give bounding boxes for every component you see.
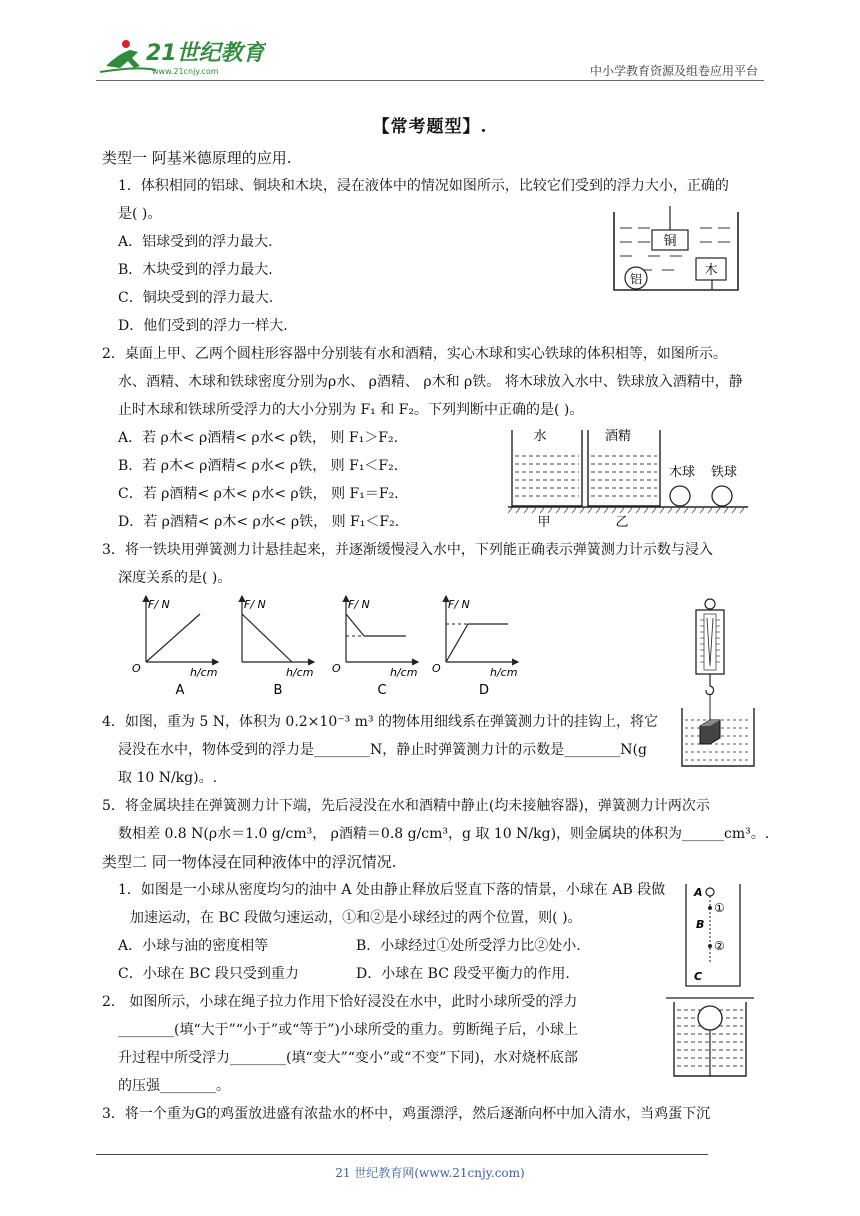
footer-text: 21 世纪教育网(www.21cnjy.com) bbox=[335, 1166, 525, 1180]
position-1-label: ① bbox=[714, 901, 725, 915]
graph-d-origin: O bbox=[432, 662, 441, 675]
iron-ball-label: 铁球 bbox=[710, 465, 738, 480]
wood-ball bbox=[670, 486, 690, 506]
q1-container-figure bbox=[612, 206, 742, 294]
q4-stem-line2: 浸没在水中，物体受到的浮力是________N，静止时弹簧测力计的示数是________N(g bbox=[118, 742, 647, 758]
aluminum-label: 铝 bbox=[629, 272, 643, 286]
floating-ball bbox=[698, 1006, 722, 1030]
section1-heading: 类型一 阿基米德原理的应用. bbox=[102, 149, 292, 167]
graph-d-ylabel: F/ N bbox=[448, 598, 470, 611]
q2-option-c: C．若 ρ酒精< ρ木< ρ水< ρ铁， 则 F₁＝F₂. bbox=[118, 486, 399, 502]
graph-c-origin: O bbox=[332, 662, 341, 675]
graph-d-xlabel: h/cm bbox=[490, 666, 518, 679]
footer-divider bbox=[96, 1154, 708, 1155]
graph-a-label: A bbox=[175, 683, 185, 698]
logo-main-text: 21世纪教育 bbox=[146, 41, 265, 66]
q2-option-a: A．若 ρ木< ρ酒精< ρ水< ρ铁， 则 F₁＞F₂. bbox=[118, 430, 399, 446]
point-b-label: B bbox=[696, 918, 705, 931]
graph-b-xlabel: h/cm bbox=[286, 666, 314, 679]
graph-a-ylabel: F/ N bbox=[148, 598, 170, 611]
container-jia bbox=[512, 430, 582, 506]
water-label: 水 bbox=[533, 429, 547, 444]
platform-name: 中小学教育资源及组卷应用平台 bbox=[589, 64, 758, 78]
s2-q1-option-c: C．小球在 BC 段只受到重力 bbox=[118, 966, 299, 982]
s2-q2-stem-line3: 升过程中所受浮力________(填“变大”“变小”或“不变”下同)，水对烧杯底部 bbox=[118, 1050, 578, 1066]
q4-stem-line3: 取 10 N/kg)。. bbox=[118, 770, 218, 786]
q2-containers-figure bbox=[508, 424, 752, 532]
graph-b-ylabel: F/ N bbox=[244, 598, 266, 611]
graph-a-xlabel: h/cm bbox=[190, 666, 218, 679]
q2-stem-line2: 水、酒精、木球和铁球密度分别为ρ水、 ρ酒精、 ρ木和 ρ铁。 将木球放入水中、铁球放入酒精中，静 bbox=[118, 374, 743, 390]
graph-c-ylabel: F/ N bbox=[348, 598, 370, 611]
copper-label: 铜 bbox=[663, 234, 677, 249]
q2-stem-line1: 2．桌面上甲、乙两个圆柱形容器中分别装有水和酒精，实心木球和实心铁球的体积相等，如图所示。 bbox=[102, 346, 727, 362]
q2-option-b: B．若 ρ木< ρ酒精< ρ水< ρ铁， 则 F₁＜F₂. bbox=[118, 458, 399, 474]
point-a-label: A bbox=[694, 886, 703, 899]
site-logo bbox=[96, 36, 266, 80]
wood-label: 木 bbox=[704, 263, 718, 278]
q2-option-d: D．若 ρ酒精< ρ木< ρ水< ρ铁， 则 F₁＜F₂. bbox=[118, 514, 400, 530]
s2-q2-stem-line2: ________(填“大于”“小于”或“等于”)小球所受的重力。剪断绳子后，小球上 bbox=[118, 1022, 578, 1038]
graph-d bbox=[432, 596, 518, 698]
header-divider bbox=[96, 80, 764, 81]
wood-ball-label: 木球 bbox=[668, 465, 696, 480]
s2-q1-option-a: A．小球与油的密度相等 bbox=[118, 938, 269, 954]
graph-a bbox=[132, 596, 218, 698]
graph-a-origin: O bbox=[132, 662, 141, 675]
logo-sub-text: www.21cnjy.com bbox=[152, 67, 219, 76]
q1-stem-line1: 1．体积相同的铝球、铜块和木块，浸在液体中的情况如图所示，比较它们受到的浮力大小，正确的 bbox=[118, 178, 729, 194]
s2-q1-oil-tube-figure bbox=[684, 882, 744, 988]
alcohol-label: 酒精 bbox=[604, 429, 632, 444]
section2-heading: 类型二 同一物体浸在同种液体中的浮沉情况. bbox=[102, 853, 397, 871]
ball-at-a bbox=[706, 888, 714, 896]
q2-stem-line3: 止时木球和铁球所受浮力的大小分别为 F₁ 和 F₂。下列判断中正确的是( )。 bbox=[118, 402, 584, 418]
point-c-label: C bbox=[694, 970, 703, 983]
s2-q1-stem-line1: 1．如图是一小球从密度均匀的油中 A 处由静止释放后竖直下落的情景，小球在 AB 段做 bbox=[118, 882, 666, 898]
graph-d-label: D bbox=[478, 683, 490, 698]
q4-stem-line1: 4．如图，重为 5 N，体积为 0.2×10⁻³ m³ 的物体用细线系在弹簧测力计的挂钩上，将它 bbox=[102, 714, 659, 730]
q1-stem-line2: 是( )。 bbox=[118, 206, 162, 222]
q5-stem-line1: 5．将金属块挂在弹簧测力计下端，先后浸没在水和酒精中静止(均未接触容器)，弹簧测力计两次示 bbox=[102, 798, 710, 814]
s2-q1-stem-line2: 加速运动，在 BC 段做匀速运动，①和②是小球经过的两个位置，则( )。 bbox=[130, 910, 582, 926]
q1-option-b: B．木块受到的浮力最大. bbox=[118, 262, 273, 278]
graph-c bbox=[332, 596, 418, 698]
q1-option-d: D．他们受到的浮力一样大. bbox=[118, 318, 288, 334]
q1-option-c: C．铜块受到的浮力最大. bbox=[118, 290, 274, 306]
q4-spring-scale-figure bbox=[676, 596, 760, 768]
s2-q2-beaker-figure bbox=[666, 996, 756, 1080]
graph-b bbox=[242, 596, 314, 698]
s2-q2-stem-line4: 的压强________。 bbox=[118, 1078, 230, 1094]
graph-b-label: B bbox=[273, 683, 283, 698]
jia-label: 甲 bbox=[537, 515, 551, 530]
s2-q1-option-d: D．小球在 BC 段受平衡力的作用. bbox=[356, 966, 570, 982]
yi-label: 乙 bbox=[615, 515, 629, 530]
s2-q3-stem-line1: 3．将一个重为G的鸡蛋放进盛有浓盐水的杯中，鸡蛋漂浮，然后逐渐向杯中加入清水，当鸡蛋下沉 bbox=[102, 1106, 711, 1122]
q1-option-a: A．铝球受到的浮力最大. bbox=[118, 234, 273, 250]
q3-stem-line1: 3．将一铁块用弹簧测力计悬挂起来，并逐渐缓慢浸入水中，下列能正确表示弹簧测力计示数与浸入 bbox=[102, 542, 713, 558]
s2-q1-option-b: B．小球经过①处所受浮力比②处小. bbox=[356, 938, 581, 954]
s2-q2-stem-line1: 2． 如图所示，小球在绳子拉力作用下恰好浸没在水中，此时小球所受的浮力 bbox=[102, 994, 578, 1010]
q3-graph-options bbox=[128, 592, 548, 700]
iron-ball bbox=[712, 486, 732, 506]
page-title: 【常考题型】. bbox=[372, 117, 488, 137]
position-2-label: ② bbox=[714, 939, 725, 953]
graph-c-label: C bbox=[377, 683, 387, 698]
q3-stem-line2: 深度关系的是( )。 bbox=[118, 570, 232, 586]
q5-stem-line2: 数相差 0.8 N(ρ水＝1.0 g/cm³， ρ酒精＝0.8 g/cm³，g 取 10 N/kg)，则金属块的体积为______cm³。. bbox=[118, 826, 770, 842]
graph-c-xlabel: h/cm bbox=[390, 666, 418, 679]
